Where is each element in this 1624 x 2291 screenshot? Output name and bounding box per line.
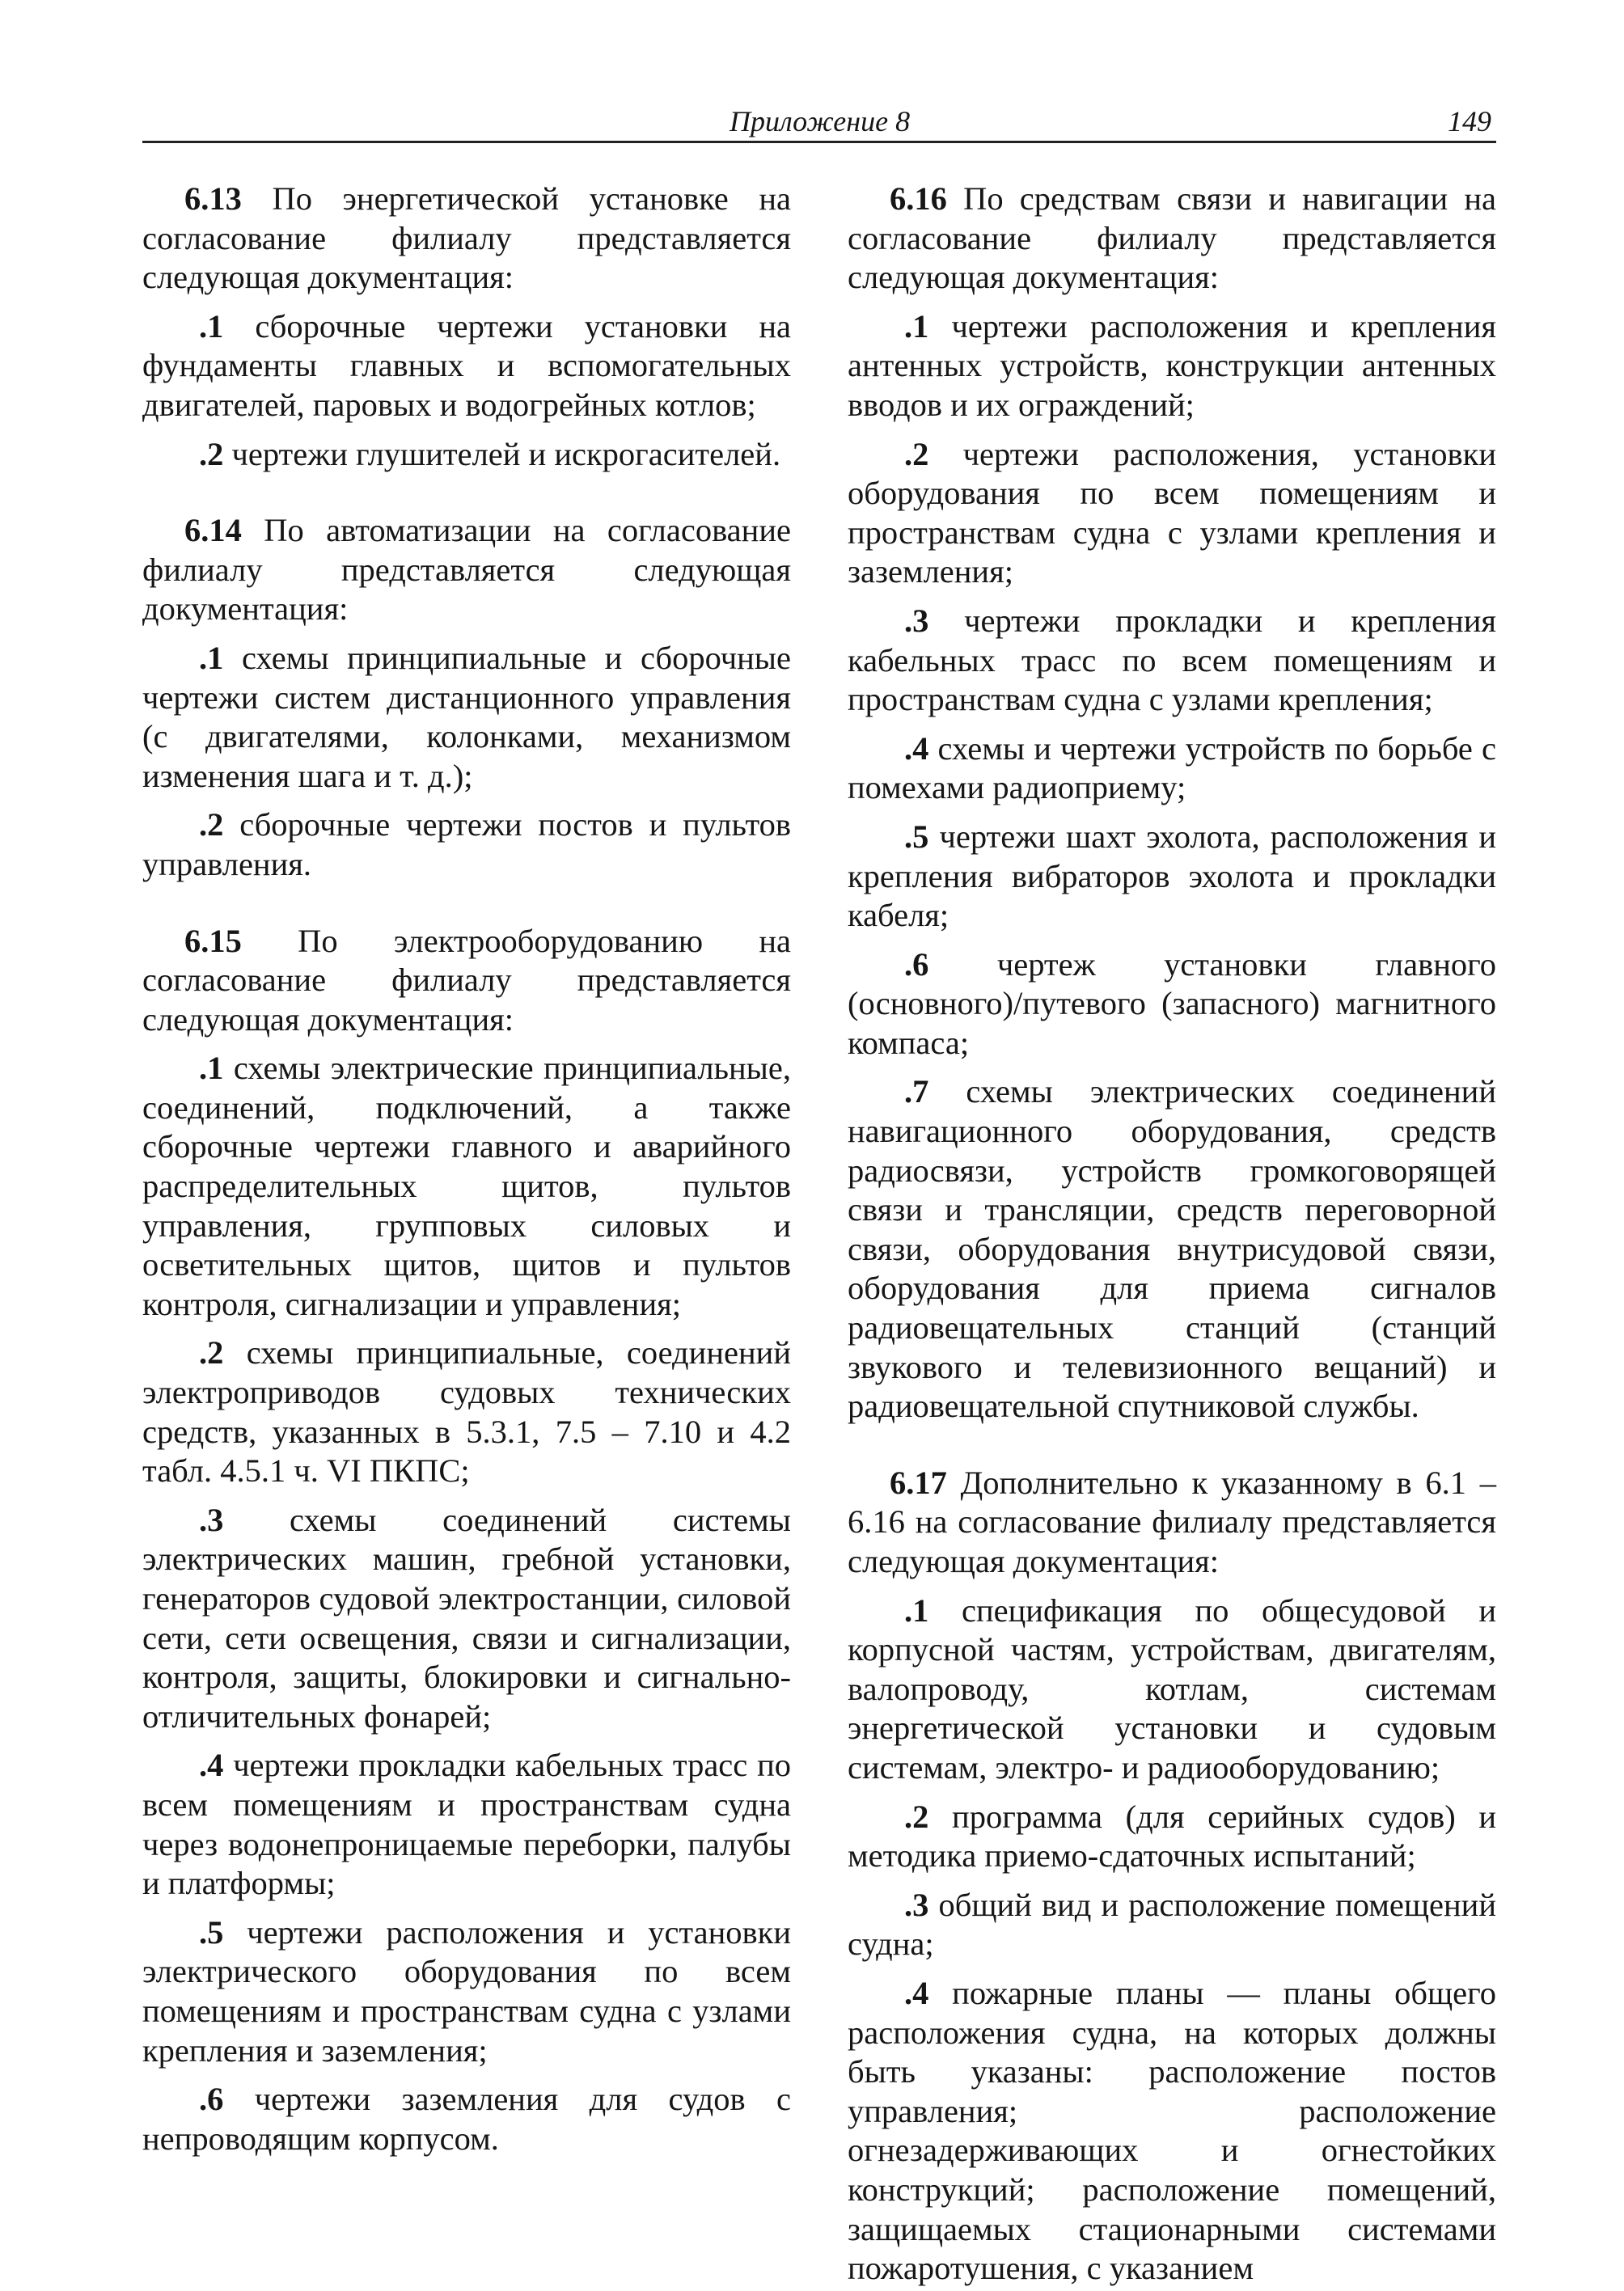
- section-number: 6.13: [184, 180, 242, 217]
- list-item: [848, 1072, 1496, 1426]
- item-text: спецификация по общесудовой и корпусной частям, устройствам, двигателям, валопроводу, котлам, системам энергетической установки и судовым системам, электро- и радиооборудованию;: [848, 1591, 1497, 1786]
- item-number: .5: [904, 818, 929, 855]
- item-text: схемы электрические принципиальные, соединений, подключений, а также сборочные чертежи главного и аварийного распределительных щитов, пультов управления, групповых силовых и осветительных щитов, щитов и пультов контроля, сигнализации и управления;: [142, 1050, 791, 1322]
- list-item: [848, 435, 1496, 592]
- item-text: схемы электрических соединений навигационного оборудования, средств радиосвязи, устройств громкоговорящей связи и трансляции, средств переговорной связи, оборудования внутрисудовой связи, оборудования для приема сигналов радиовещательных станций (станций звукового и телевизионного вещаний) и радиовещательной спутниковой службы.: [848, 1073, 1497, 1425]
- list-item: [142, 435, 791, 475]
- item-number: .1: [199, 307, 224, 344]
- section-6-17: [848, 1464, 1496, 1582]
- item-number: .2: [199, 806, 224, 843]
- list-item: [848, 602, 1496, 720]
- list-item: [142, 1501, 791, 1737]
- list-item: [142, 1913, 791, 2070]
- left-column: [142, 180, 791, 2158]
- item-text: чертежи заземления для судов с непроводящим корпусом.: [142, 2081, 791, 2157]
- item-text: чертежи глушителей и искрогасителей.: [231, 435, 781, 472]
- list-item: [142, 1334, 791, 1490]
- list-item: [848, 307, 1496, 425]
- header-title: Приложение 8: [730, 105, 911, 137]
- section-text: По энергетической установке на согласование филиалу представляется следующая документация:: [142, 180, 791, 296]
- section-number: 6.17: [890, 1464, 947, 1501]
- item-text: чертежи расположения, установки оборудования по всем помещениям и пространствам судна с узлами крепления и заземления;: [848, 435, 1496, 590]
- item-number: .6: [199, 2081, 224, 2118]
- list-item: [848, 1591, 1496, 1788]
- item-text: чертежи прокладки и крепления кабельных трасс по всем помещениям и пространствам судна с узлами крепления;: [848, 602, 1497, 718]
- list-item: [848, 1798, 1496, 1876]
- section-text: По электрооборудованию на согласование филиалу представляется следующая документация:: [142, 922, 791, 1038]
- item-number: .6: [904, 945, 929, 983]
- list-item: [142, 805, 791, 884]
- section-6-16: [848, 180, 1496, 298]
- item-text: схемы принципиальные, соединений электроприводов судовых технических средств, указанных в 5.3.1, 7.5 – 7.10 и 4.2 табл. 4.5.1 ч. VI ПКПС;: [142, 1334, 792, 1490]
- item-text: чертежи расположения и установки электрического оборудования по всем помещениям и пространствам судна с узлами крепления и заземления;: [142, 1913, 791, 2069]
- item-text: чертежи расположения и крепления антенных устройств, конструкции антенных вводов и их ограждений;: [848, 307, 1496, 423]
- list-item: [848, 729, 1496, 808]
- item-number: .1: [904, 307, 929, 344]
- item-number: .3: [199, 1501, 224, 1538]
- item-number: .1: [199, 1050, 224, 1087]
- item-number: .3: [904, 602, 929, 639]
- item-text: общий вид и расположение помещений судна;: [848, 1886, 1497, 1963]
- item-number: .1: [904, 1591, 929, 1629]
- item-number: .7: [904, 1073, 929, 1110]
- item-text: сборочные чертежи установки на фундаменты главных и вспомогательных двигателей, паровых и водогрейных котлов;: [142, 307, 792, 423]
- section-6-15: [142, 922, 791, 1040]
- item-number: .2: [199, 435, 224, 472]
- item-number: .2: [904, 1798, 929, 1835]
- list-item: [848, 1886, 1496, 1964]
- section-text: По автоматизации на согласование филиалу представляется следующая документация:: [142, 512, 791, 628]
- item-text: сборочные чертежи постов и пультов управления.: [142, 806, 791, 882]
- item-text: чертеж установки главного (основного)/путевого (запасного) магнитного компаса;: [848, 945, 1497, 1061]
- item-text: чертежи шахт эхолота, расположения и крепления вибраторов эхолота и прокладки кабеля;: [848, 818, 1497, 934]
- list-item: [848, 818, 1496, 936]
- item-number: .2: [904, 435, 929, 472]
- item-number: .2: [199, 1334, 224, 1372]
- item-text: программа (для серийных судов) и методика приемо-сдаточных испытаний;: [848, 1798, 1497, 1875]
- section-text: Дополнительно к указанному в 6.1 – 6.16 на согласование филиалу представляется следующая документация:: [848, 1464, 1497, 1579]
- item-number: .4: [199, 1747, 224, 1784]
- page-number: 149: [1448, 105, 1491, 137]
- item-text: чертежи прокладки кабельных трасс по всем помещениям и пространствам судна через водонепроницаемые переборки, палубы и платформы;: [142, 1747, 791, 1902]
- item-number: .3: [904, 1886, 929, 1923]
- list-item: [142, 1746, 791, 1903]
- running-header: [142, 104, 1496, 143]
- item-text: схемы соединений системы электрических машин, гребной установки, генераторов судовой электростанции, силовой сети, сети освещения, связи и сигнализации, контроля, защиты, блокировки и сигнально-отличительных фонарей;: [142, 1501, 791, 1735]
- item-text: схемы и чертежи устройств по борьбе с помехами радиоприему;: [848, 729, 1497, 806]
- section-number: 6.15: [184, 922, 242, 959]
- list-item: [848, 1974, 1496, 2289]
- list-item: [142, 1049, 791, 1324]
- section-number: 6.16: [890, 180, 947, 217]
- item-number: .4: [904, 1974, 929, 2011]
- list-item: [848, 945, 1496, 1063]
- list-item: [142, 2080, 791, 2158]
- section-text: По средствам связи и навигации на согласование филиалу представляется следующая документация:: [848, 180, 1497, 296]
- list-item: [142, 307, 791, 425]
- section-6-14: [142, 511, 791, 629]
- item-number: .1: [199, 639, 224, 676]
- right-column: [848, 180, 1496, 2289]
- item-text: пожарные планы — планы общего расположения судна, на которых должны быть указаны: расположение постов управления; расположение огнезадерживающих и огнестойких конструкций; расположение помещений, защищаемых стационарными системами пожаротушения, с указанием: [848, 1974, 1496, 2287]
- section-number: 6.14: [184, 512, 242, 549]
- item-number: .4: [904, 729, 929, 767]
- section-6-13: [142, 180, 791, 298]
- item-number: .5: [199, 1913, 224, 1951]
- item-text: схемы принципиальные и сборочные чертежи систем дистанционного управления (с двигателями, колонками, механизмом изменения шага и т. д.);: [142, 639, 791, 794]
- list-item: [142, 639, 791, 796]
